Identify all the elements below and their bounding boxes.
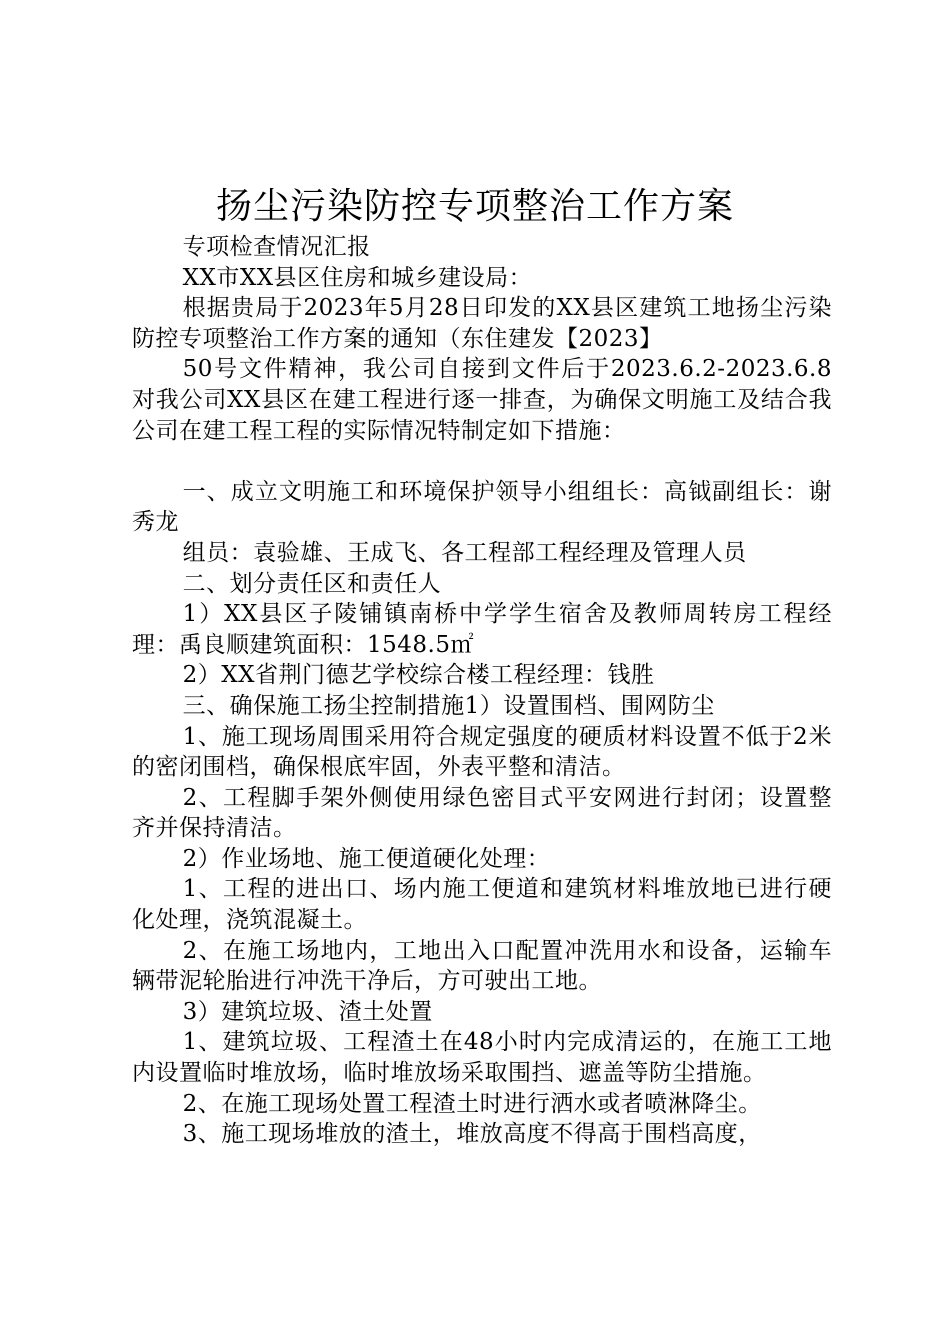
paragraph: 3）建筑垃圾、渣土处置 — [182, 998, 433, 1025]
paragraph: 根据贵局于2023年5月28日印发的XX县区建筑工地扬尘污染防控专项整治工作方案的通知（东住建发【2023】 — [132, 295, 832, 352]
document-body — [132, 232, 832, 1150]
paragraph: 1、施工现场周围采用符合规定强度的硬质材料设置不低于2米的密闭围档，确保根底牢固，外表平整和清洁。 — [132, 723, 832, 781]
paragraph: 3、施工现场堆放的渣土，堆放高度不得高于围档高度， — [182, 1121, 762, 1148]
paragraph: 50号文件精神，我公司自接到文件后于2023.6.2-2023.6.8对我公司XX县区在建工程进行逐一排查，为确保文明施工及结合我公司在建工程工程的实际情况特制定如下措施： — [132, 356, 832, 444]
paragraph: 组员：袁验雄、王成飞、各工程部工程经理及管理人员 — [182, 539, 747, 566]
paragraph: 1）XX县区子陵铺镇南桥中学学生宿舍及教师周转房工程经理：禹良顺建筑面积：1548.5㎡ — [132, 601, 832, 658]
paragraph: 2、在施工现场处置工程渣土时进行洒水或者喷淋降尘。 — [182, 1090, 762, 1117]
paragraph: 三、确保施工扬尘控制措施1）设置围档、围网防尘 — [182, 692, 715, 719]
paragraph: 2）XX省荆门德艺学校综合楼工程经理：钱胜 — [182, 662, 655, 689]
paragraph: 1、建筑垃圾、工程渣土在48小时内完成清运的，在施工工地内设置临时堆放场，临时堆放场采取围挡、遮盖等防尘措施。 — [132, 1029, 832, 1087]
paragraph: 2、工程脚手架外侧使用绿色密目式平安网进行封闭；设置整齐并保持清洁。 — [132, 784, 832, 842]
document-title: 扬尘污染防控专项整治工作方案 — [215, 186, 734, 227]
paragraph: 2）作业场地、施工便道硬化处理： — [182, 845, 551, 872]
paragraph: 一、成立文明施工和环境保护领导小组组长：高钺副组长：谢秀龙 — [132, 478, 832, 536]
paragraph: 2、在施工场地内，工地出入口配置冲洗用水和设备，运输车辆带泥轮胎进行冲洗干净后，方可驶出工地。 — [132, 937, 832, 995]
blank-line — [132, 446, 832, 477]
paragraph: XX市XX县区住房和城乡建设局： — [182, 264, 533, 291]
paragraph: 二、划分责任区和责任人 — [182, 570, 442, 597]
paragraph: 1、工程的进出口、场内施工便道和建筑材料堆放地已进行硬化处理，浇筑混凝土。 — [132, 876, 832, 934]
paragraph: 专项检查情况汇报 — [182, 234, 371, 260]
